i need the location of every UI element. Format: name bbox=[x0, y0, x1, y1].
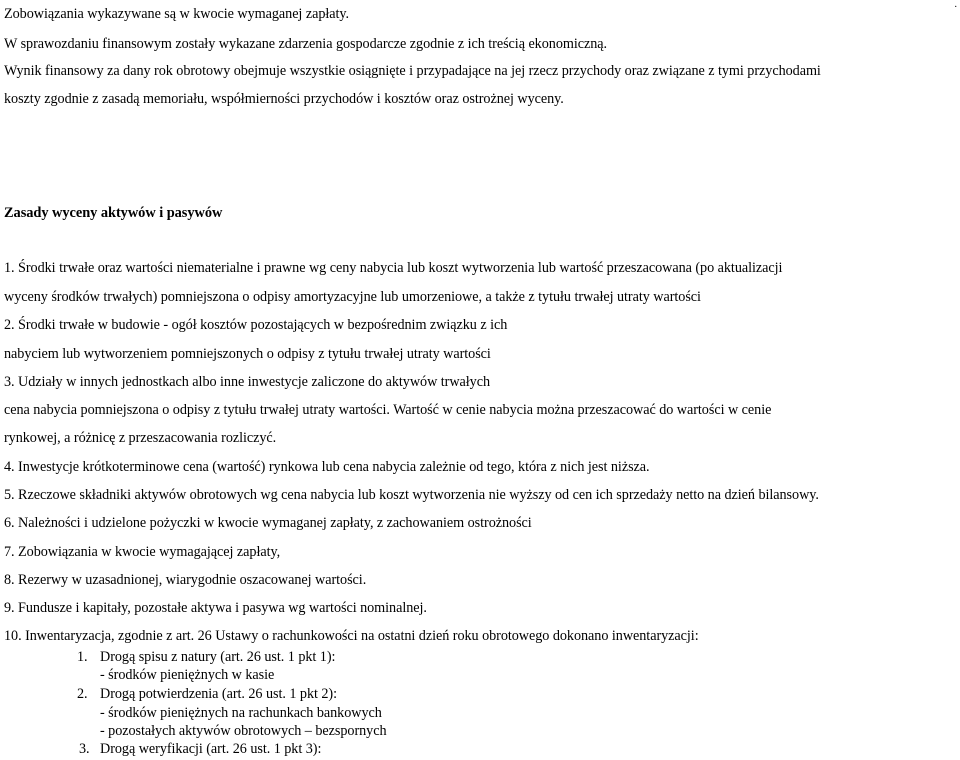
rule-3-line-1: 3. Udziały w innych jednostkach albo inne inwestycje zaliczone do aktywów trwałych bbox=[4, 374, 491, 390]
inventory-item-1-number: 1. bbox=[77, 649, 88, 665]
inventory-item-1: Drogą spisu z natury (art. 26 ust. 1 pkt 1): bbox=[100, 649, 336, 665]
inventory-item-2-sub-1: - środków pieniężnych na rachunkach bankowych bbox=[100, 705, 382, 721]
rule-7: 7. Zobowiązania w kwocie wymagającej zapłaty, bbox=[4, 544, 281, 560]
rule-1-line-1: 1. Środki trwałe oraz wartości niematerialne i prawne wg ceny nabycia lub koszt wytworzenia lub wartość przeszacowana (po aktualizacji bbox=[4, 260, 783, 276]
intro-line-3: Wynik finansowy za dany rok obrotowy obejmuje wszystkie osiągnięte i przypadające na jej rzecz przychody oraz związane z tymi przychodami bbox=[4, 63, 821, 79]
intro-line-1: Zobowiązania wykazywane są w kwocie wymaganej zapłaty. bbox=[4, 6, 350, 22]
rule-9: 9. Fundusze i kapitały, pozostałe aktywa i pasywa wg wartości nominalnej. bbox=[4, 600, 427, 616]
rule-3-line-3: rynkowej, a różnicę z przeszacowania rozliczyć. bbox=[4, 430, 277, 446]
intro-line-2: W sprawozdaniu finansowym zostały wykazane zdarzenia gospodarcze zgodnie z ich treścią ekonomiczną. bbox=[4, 36, 608, 52]
rule-2-line-2: nabyciem lub wytworzeniem pomniejszonych o odpisy z tytułu trwałej utraty wartości bbox=[4, 346, 491, 362]
rule-2-line-1: 2. Środki trwałe w budowie - ogół kosztów pozostających w bezpośrednim związku z ich bbox=[4, 317, 508, 333]
inventory-item-3-number: 3. bbox=[79, 741, 90, 757]
edge-mark: . bbox=[954, 0, 957, 10]
rule-8: 8. Rezerwy w uzasadnionej, wiarygodnie oszacowanej wartości. bbox=[4, 572, 367, 588]
rule-1-line-2: wyceny środków trwałych) pomniejszona o odpisy amortyzacyjne lub umorzeniowe, a także z tytułu trwałej utraty wartości bbox=[4, 289, 701, 305]
intro-line-4: koszty zgodnie z zasadą memoriału, współmierności przychodów i kosztów oraz ostrożnej wyceny. bbox=[4, 91, 564, 107]
inventory-item-1-sub-1: - środków pieniężnych w kasie bbox=[100, 667, 275, 683]
rule-10: 10. Inwentaryzacja, zgodnie z art. 26 Ustawy o rachunkowości na ostatni dzień roku obrotowego dokonano inwentaryzacji: bbox=[4, 628, 699, 644]
inventory-item-2-number: 2. bbox=[77, 686, 88, 702]
section-heading: Zasady wyceny aktywów i pasywów bbox=[4, 205, 223, 221]
rule-5: 5. Rzeczowe składniki aktywów obrotowych wg cena nabycia lub koszt wytworzenia nie wyższy od cen ich sprzedaży netto na dzień bilansowy. bbox=[4, 487, 819, 503]
rule-6: 6. Należności i udzielone pożyczki w kwocie wymaganej zapłaty, z zachowaniem ostrożności bbox=[4, 515, 532, 531]
inventory-item-2-sub-2: - pozostałych aktywów obrotowych – bezspornych bbox=[100, 723, 387, 739]
rule-4: 4. Inwestycje krótkoterminowe cena (wartość) rynkowa lub cena nabycia zależnie od tego, która z nich jest niższa. bbox=[4, 459, 650, 475]
rule-3-line-2: cena nabycia pomniejszona o odpisy z tytułu trwałej utraty wartości. Wartość w cenie nabycia można przeszacować do wartości w cenie bbox=[4, 402, 772, 418]
inventory-item-3: Drogą weryfikacji (art. 26 ust. 1 pkt 3): bbox=[100, 741, 322, 757]
inventory-item-2: Drogą potwierdzenia (art. 26 ust. 1 pkt 2): bbox=[100, 686, 338, 702]
